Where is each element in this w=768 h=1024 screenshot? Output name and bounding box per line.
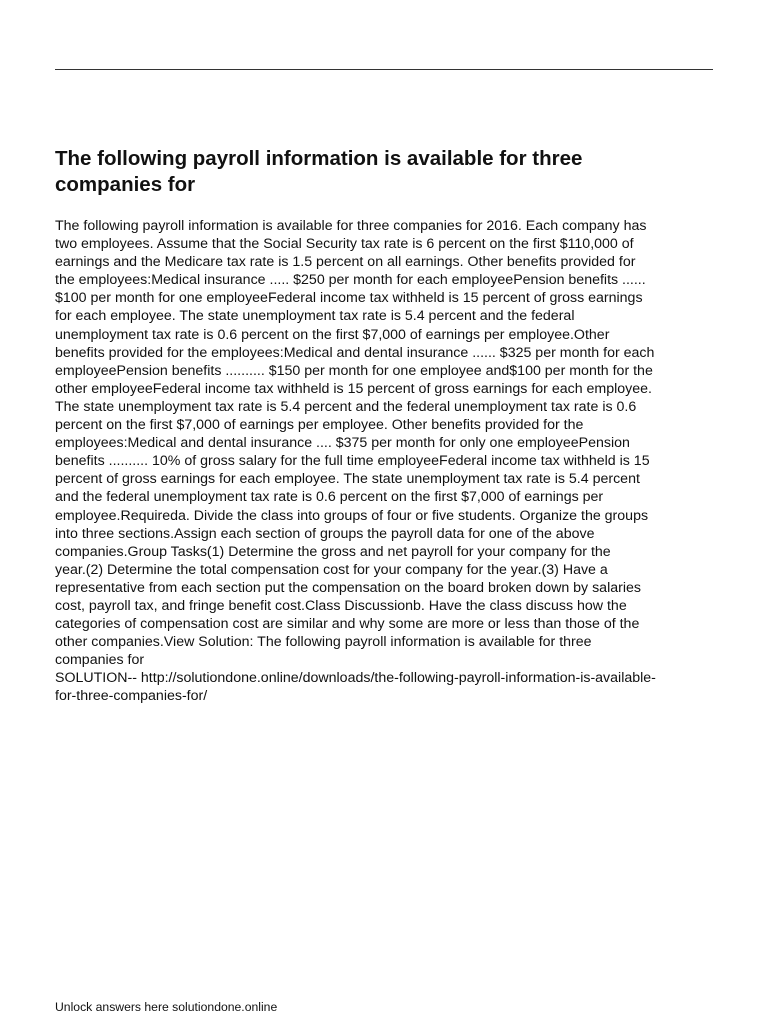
solution-link-line[interactable]: SOLUTION-- http://solutiondone.online/downloads/the-following-payroll-information-is-available- [55, 670, 656, 687]
body-line: year.(2) Determine the total compensation cost for your company for the year.(3) Have a [55, 561, 608, 578]
body-line: and the federal unemployment tax rate is 0.6 percent on the first $7,000 of earnings per [55, 489, 604, 506]
body-line: the employees:Medical insurance ..... $250 per month for each employeePension benefits ...... [55, 272, 646, 289]
body-line: other companies.View Solution: The following payroll information is available for three [55, 634, 592, 651]
body-line: benefits provided for the employees:Medical and dental insurance ...... $325 per month for each [55, 344, 655, 361]
footer-note: Unlock answers here solutiondone.online [55, 1000, 278, 1014]
document-title: The following payroll information is available for three companies for [55, 147, 583, 196]
body-line: companies for [55, 652, 145, 669]
body-line: earnings and the Medicare tax rate is 1.5 percent on all earnings. Other benefits provided for [55, 254, 636, 271]
body-line: benefits .......... 10% of gross salary for the full time employeeFederal income tax withheld is 15 [55, 453, 650, 470]
body-line: percent of gross earnings for each employee. The state unemployment tax rate is 5.4 percent [55, 471, 640, 488]
body-line: cost, payroll tax, and fringe benefit cost.Class Discussionb. Have the class discuss how the [55, 597, 627, 614]
body-line: for each employee. The state unemployment tax rate is 5.4 percent and the federal [55, 308, 575, 325]
body-line: into three sections.Assign each section of groups the payroll data for one of the above [55, 525, 595, 542]
body-line: employee.Requireda. Divide the class into groups of four or five students. Organize the groups [55, 507, 649, 524]
body-line: The following payroll information is available for three companies for 2016. Each company has [55, 218, 647, 234]
body-line: categories of compensation cost are similar and why some are more or less than those of the [55, 616, 640, 633]
body-line: employees:Medical and dental insurance .... $375 per month for only one employeePension [55, 435, 630, 452]
body-line: percent on the first $7,000 of earnings per employee. Other benefits provided for the [55, 417, 584, 434]
body-line: companies.Group Tasks(1) Determine the gross and net payroll for your company for the [55, 543, 611, 560]
body-line: other employeeFederal income tax withheld is 15 percent of gross earnings for each employee. [55, 380, 652, 397]
body-line: representative from each section put the compensation on the board broken down by salaries [55, 579, 641, 596]
body-line: $100 per month for one employeeFederal income tax withheld is 15 percent of gross earnings [55, 290, 643, 307]
header-divider [55, 69, 713, 70]
body-line: The state unemployment tax rate is 5.4 percent and the federal unemployment tax rate is 0.6 [55, 398, 637, 415]
document-body [55, 217, 715, 706]
solution-link-line[interactable]: for-three-companies-for/ [55, 688, 208, 705]
body-line: employeePension benefits .......... $150 per month for one employee and$100 per month for the [55, 362, 653, 379]
body-line: two employees. Assume that the Social Security tax rate is 6 percent on the first $110,000 of [55, 236, 634, 253]
body-line: unemployment tax rate is 0.6 percent on the first $7,000 of earnings per employee.Other [55, 326, 610, 343]
